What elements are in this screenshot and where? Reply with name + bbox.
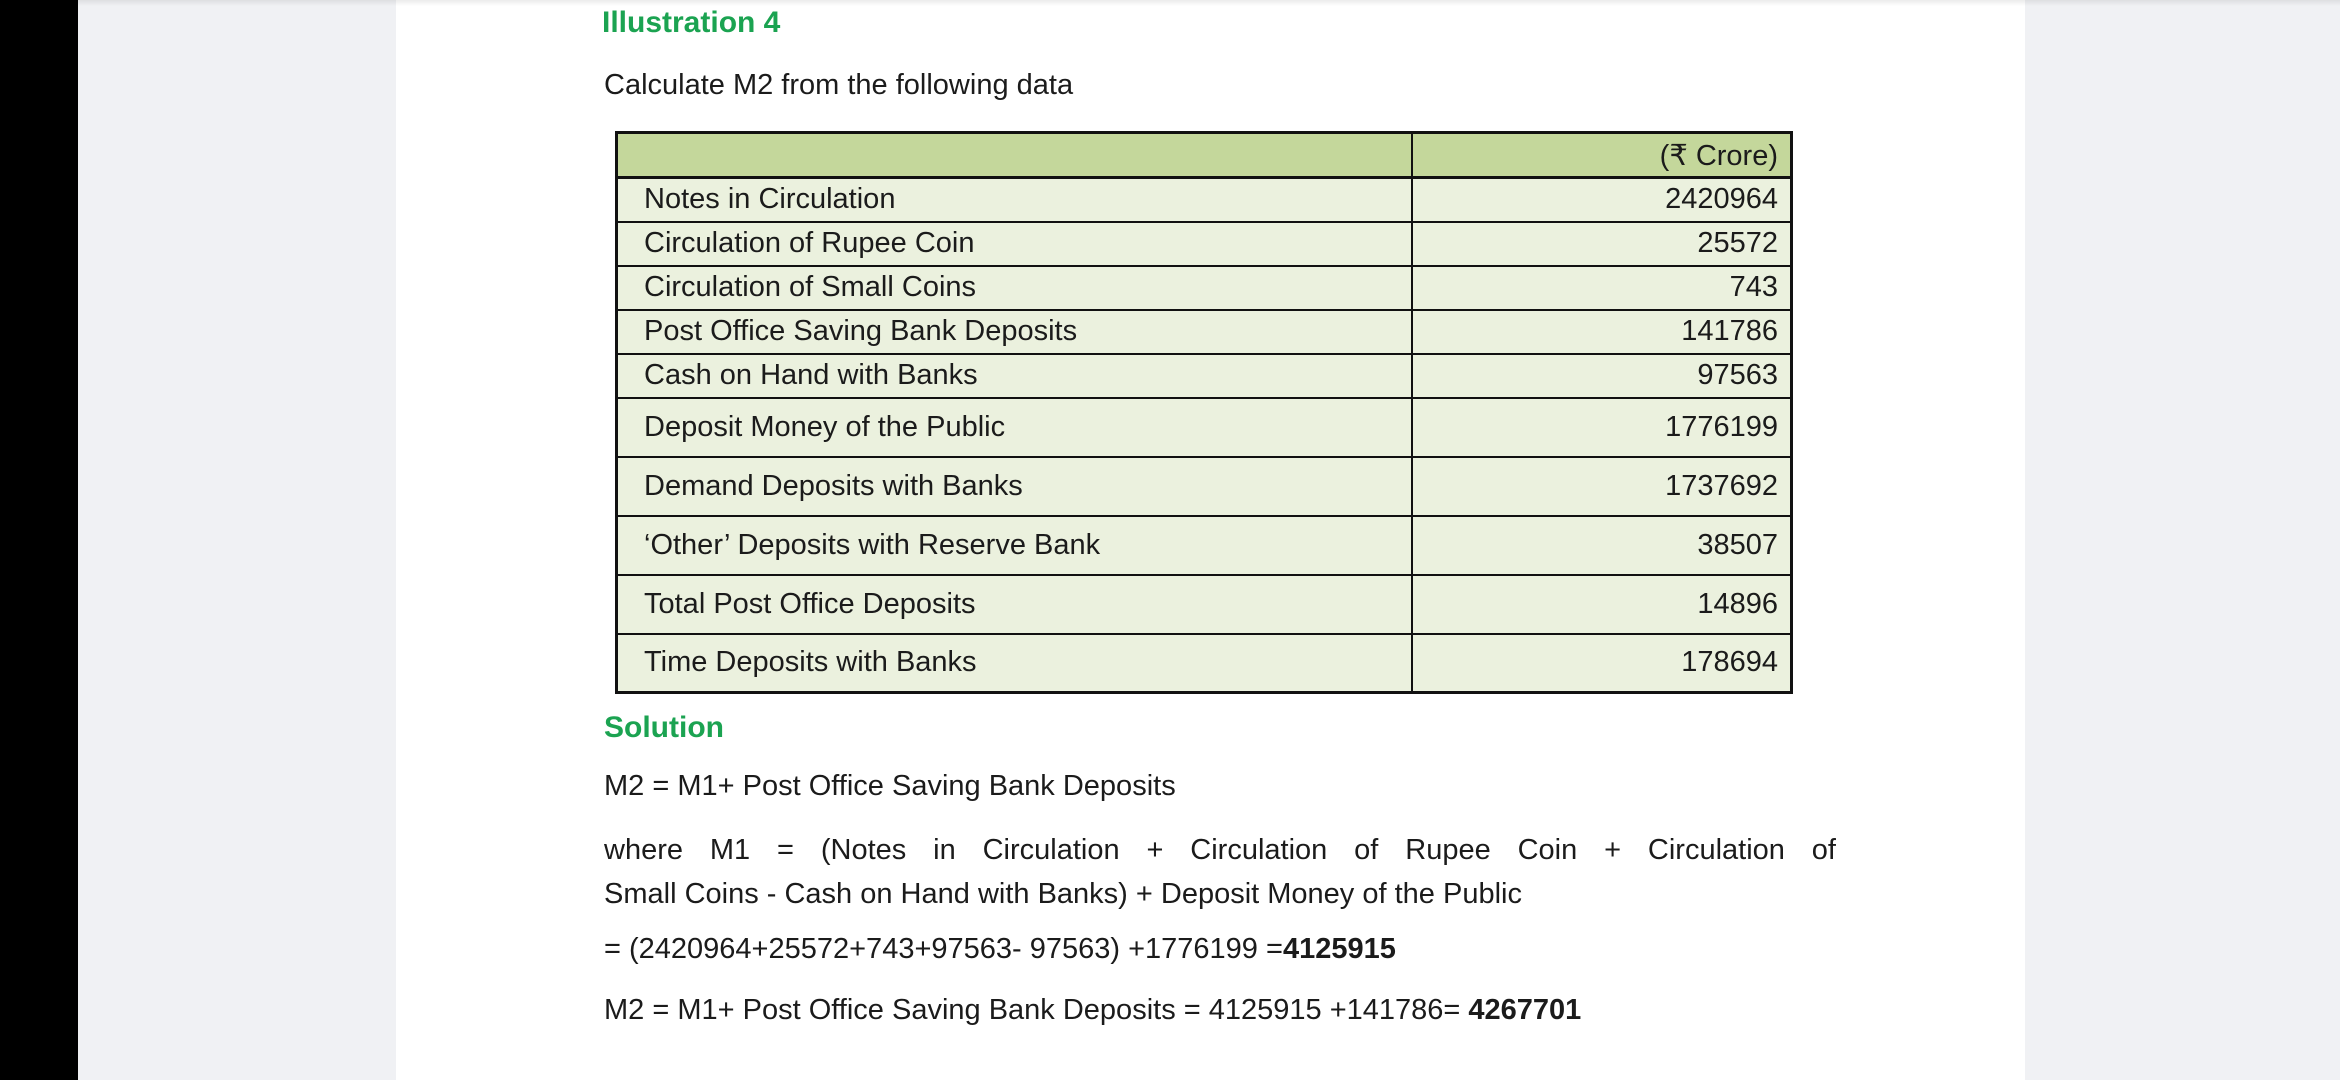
m2-result: 4267701 bbox=[1468, 994, 1582, 1026]
solution-where-m1-line2: Small Coins - Cash on Hand with Banks) + Deposit Money of the Public bbox=[604, 878, 1522, 910]
table-header-row bbox=[617, 133, 1792, 178]
intro-text: Calculate M2 from the following data bbox=[604, 69, 1074, 101]
table-row bbox=[617, 178, 1792, 222]
row-value-cell: 38507 bbox=[1412, 516, 1792, 575]
row-value-cell: 14896 bbox=[1412, 575, 1792, 634]
row-value-cell: 97563 bbox=[1412, 354, 1792, 398]
row-label-cell: Notes in Circulation bbox=[617, 178, 1412, 222]
table-row bbox=[617, 398, 1792, 457]
data-table bbox=[615, 131, 1793, 694]
row-label-cell: Demand Deposits with Banks bbox=[617, 457, 1412, 516]
row-label-cell: Deposit Money of the Public bbox=[617, 398, 1412, 457]
row-label-cell: Post Office Saving Bank Deposits bbox=[617, 310, 1412, 354]
left-black-bar bbox=[0, 0, 78, 1080]
solution-m1-calculation bbox=[604, 931, 1396, 967]
table-row bbox=[617, 310, 1792, 354]
row-value-cell: 25572 bbox=[1412, 222, 1792, 266]
header-value-cell: (₹ Crore) bbox=[1412, 133, 1792, 178]
header-label-cell bbox=[617, 133, 1412, 178]
document-page bbox=[396, 0, 2025, 1080]
table-row bbox=[617, 634, 1792, 693]
m1-calculation-expression: = (2420964+25572+743+97563- 97563) +1776199 = bbox=[604, 933, 1283, 965]
table-row bbox=[617, 516, 1792, 575]
row-label-cell: ‘Other’ Deposits with Reserve Bank bbox=[617, 516, 1412, 575]
table-row bbox=[617, 266, 1792, 310]
row-value-cell: 178694 bbox=[1412, 634, 1792, 693]
row-value-cell: 743 bbox=[1412, 266, 1792, 310]
table-row bbox=[617, 222, 1792, 266]
illustration-heading: Illustration 4 bbox=[602, 6, 781, 39]
solution-m2-calculation bbox=[604, 992, 1581, 1028]
solution-where-m1-line1: where M1 = (Notes in Circulation + Circulation of Rupee Coin + Circulation of bbox=[604, 834, 1836, 866]
row-value-cell: 2420964 bbox=[1412, 178, 1792, 222]
row-label-cell: Circulation of Rupee Coin bbox=[617, 222, 1412, 266]
row-label-cell: Cash on Hand with Banks bbox=[617, 354, 1412, 398]
m1-result: 4125915 bbox=[1282, 933, 1396, 965]
table-row bbox=[617, 457, 1792, 516]
row-value-cell: 1737692 bbox=[1412, 457, 1792, 516]
m2-calculation-expression: M2 = M1+ Post Office Saving Bank Deposits = 4125915 +141786= bbox=[604, 994, 1469, 1026]
table-row bbox=[617, 354, 1792, 398]
row-value-cell: 1776199 bbox=[1412, 398, 1792, 457]
row-label-cell: Circulation of Small Coins bbox=[617, 266, 1412, 310]
row-value-cell: 141786 bbox=[1412, 310, 1792, 354]
table-row bbox=[617, 575, 1792, 634]
row-label-cell: Total Post Office Deposits bbox=[617, 575, 1412, 634]
solution-heading: Solution bbox=[604, 711, 724, 744]
row-label-cell: Time Deposits with Banks bbox=[617, 634, 1412, 693]
solution-formula-m2: M2 = M1+ Post Office Saving Bank Deposits bbox=[604, 770, 1176, 802]
